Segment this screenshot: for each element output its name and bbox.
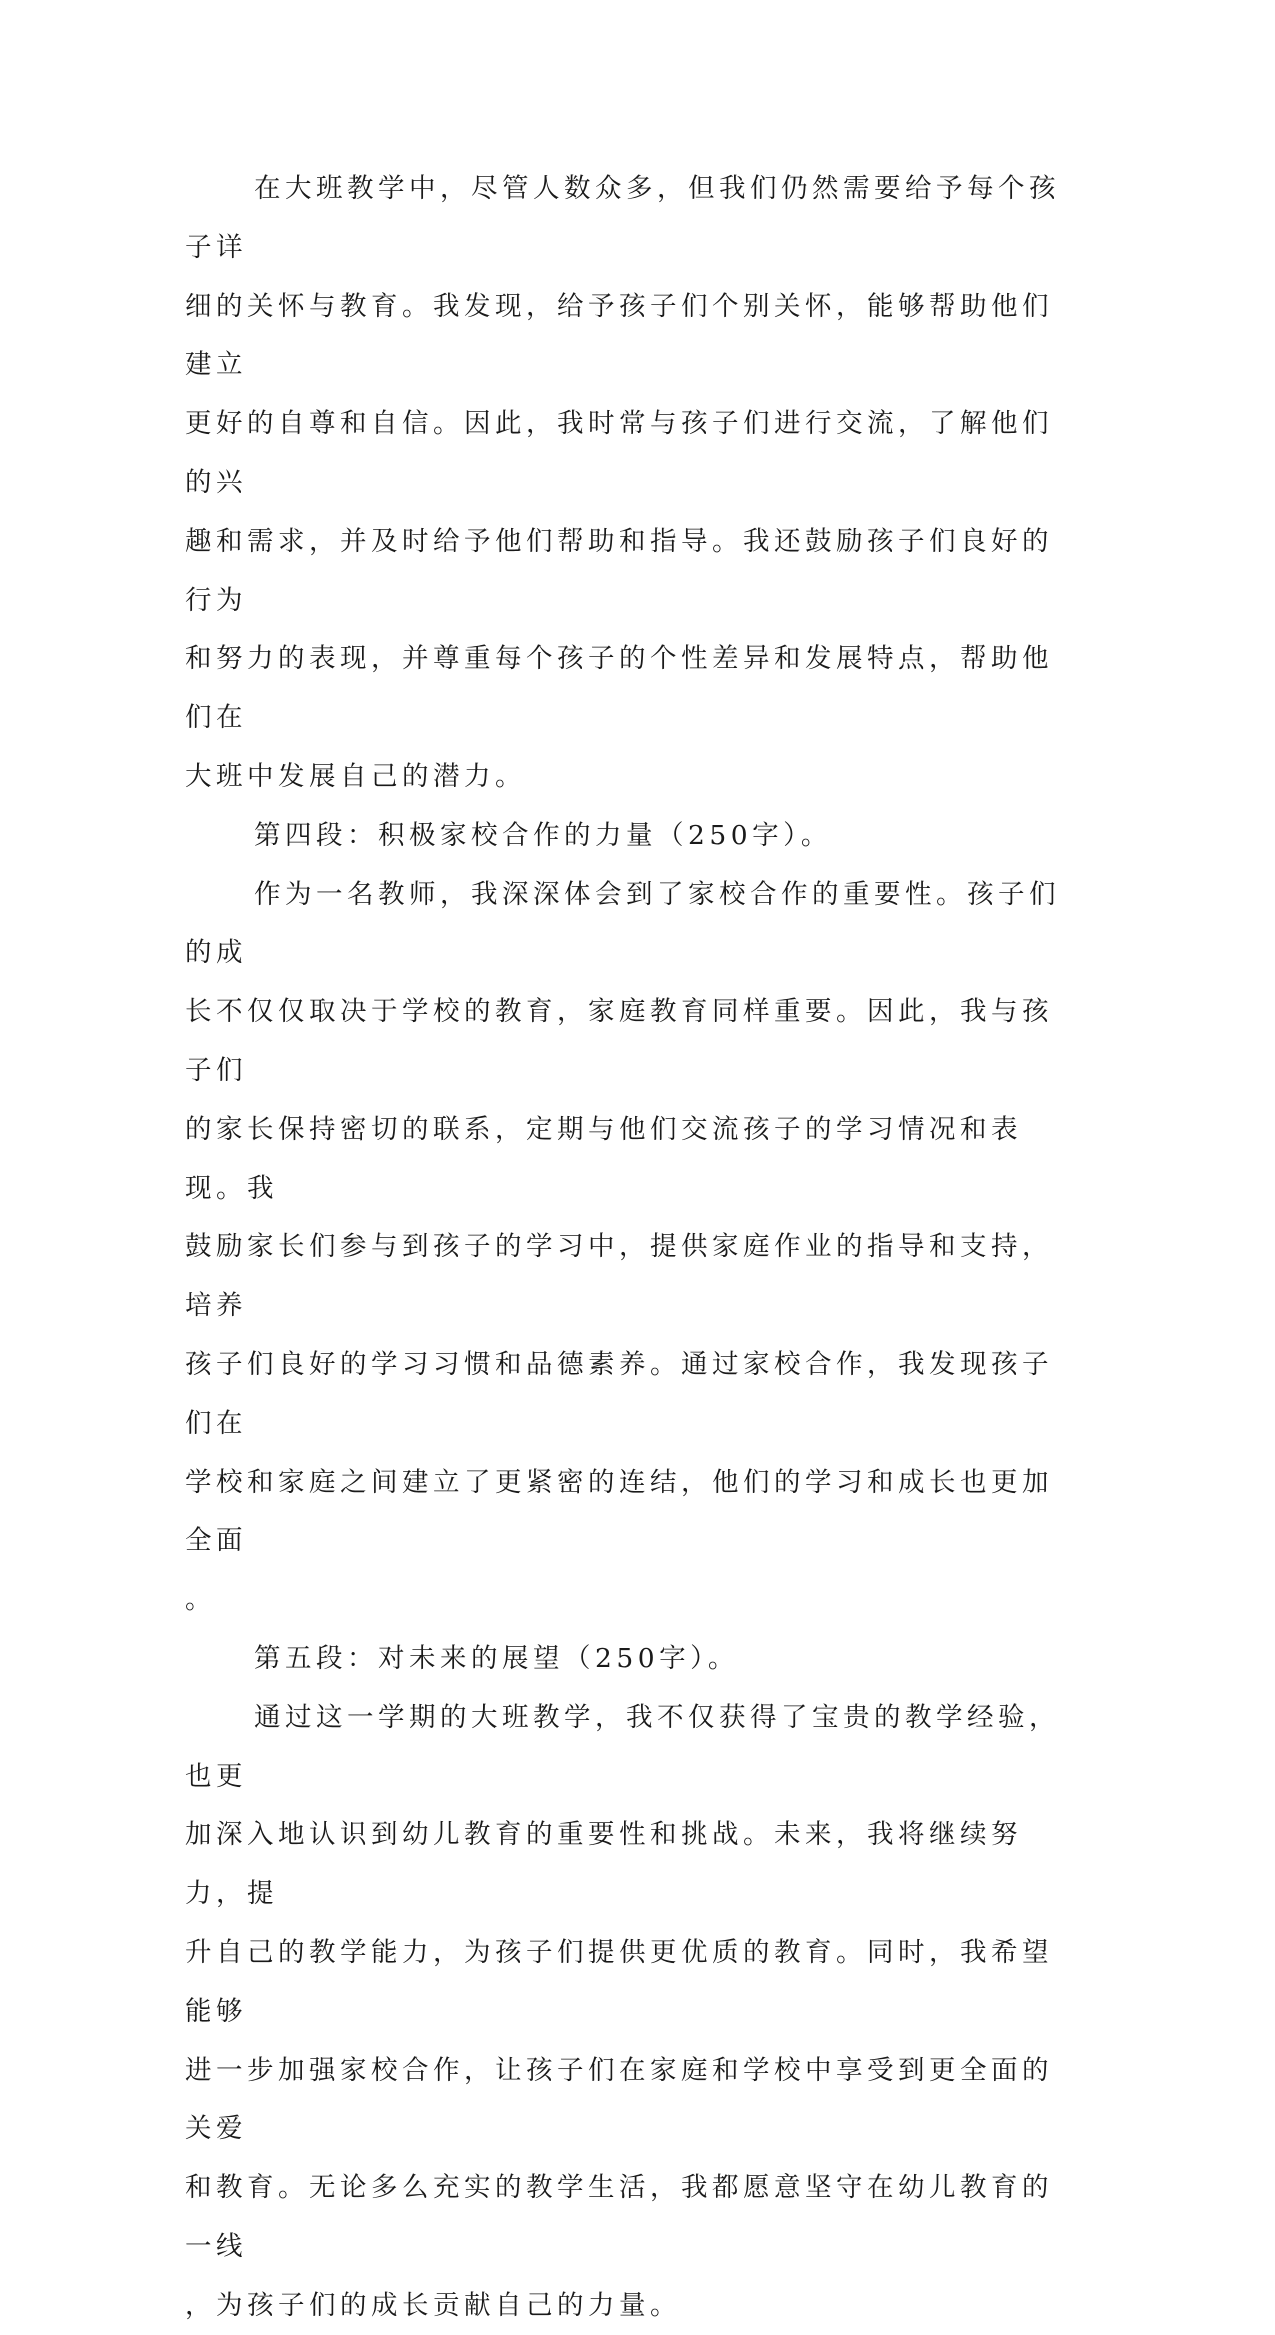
section-heading-4: 第四段：积极家校合作的力量（250字）。	[254, 819, 832, 851]
section-heading-5: 第五段：对未来的展望（250字）。	[254, 1642, 739, 1674]
paragraph-future-outlook: 通过这一学期的大班教学，我不仅获得了宝贵的教学经验，也更 加深入地认识到幼儿教育的重要性和挑战。未来，我将继续努力，提 升自己的教学能力，为孩子们提供更优质的教育。同时，我希望能够 进一步加强家校合作，让孩子们在家庭和学校中享受到更全面的关爱 和教育。无论多么充实的教学生活，我都愿意坚守在幼儿教育的一线 ，为孩子们的成长贡献自己的力量。	[185, 1701, 1060, 2321]
paragraph-individual-care: 在大班教学中，尽管人数众多，但我们仍然需要给予每个孩子详 细的关怀与教育。我发现，给予孩子们个别关怀，能够帮助他们建立 更好的自尊和自信。因此，我时常与孩子们进行交流，了解他们的兴 趣和需求，并及时给予他们帮助和指导。我还鼓励孩子们良好的行为 和努力的表现，并尊重每个孩子的个性差异和发展特点，帮助他们在 大班中发展自己的潜力。	[185, 173, 1060, 792]
document-body	[185, 160, 1065, 2335]
paragraph-home-school-cooperation: 作为一名教师，我深深体会到了家校合作的重要性。孩子们的成 长不仅仅取决于学校的教育，家庭教育同样重要。因此，我与孩子们 的家长保持密切的联系，定期与他们交流孩子的学习情况和表现。我 鼓励家长们参与到孩子的学习中，提供家庭作业的指导和支持，培养 孩子们良好的学习习惯和品德素养。通过家校合作，我发现孩子们在 学校和家庭之间建立了更紧密的连结，他们的学习和成长也更加全面 。	[185, 878, 1060, 1616]
